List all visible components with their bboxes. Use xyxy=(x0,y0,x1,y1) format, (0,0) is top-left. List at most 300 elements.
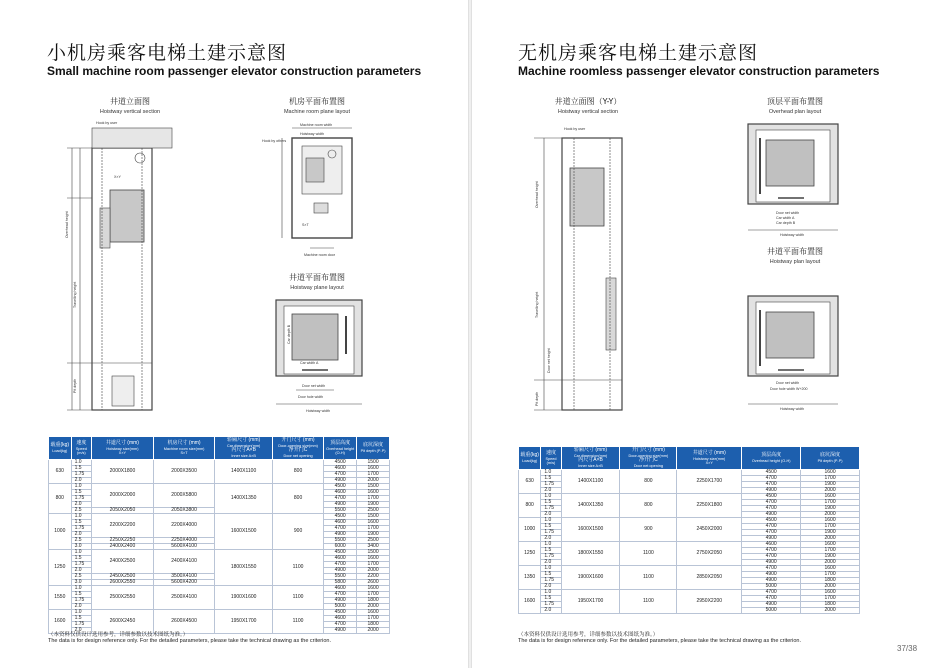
overhead-height-cell: 4900 xyxy=(324,568,357,574)
pit-depth-cell: 1900 xyxy=(801,482,860,488)
car-header: 轿厢尺寸 (mm) Car dimension(mm) 内尺寸A×B Inner size A×B xyxy=(561,447,620,470)
overhead-height-cell: 4900 xyxy=(742,536,801,542)
pit-depth-cell: 1700 xyxy=(801,548,860,554)
caption-zh: 机房平面布置图 xyxy=(289,97,345,106)
door-header: 开门尺寸 (mm) Door-opening size(mm) 净开门C Door net opening xyxy=(620,447,677,470)
speed-cell: 1.5 xyxy=(541,524,561,530)
right-title-en: Machine roomless passenger elevator construction parameters xyxy=(518,64,880,78)
car-size-cell: 1800X1550 xyxy=(215,550,273,586)
right-table-body xyxy=(519,470,860,614)
hoistway-width-label: Hoistway width xyxy=(306,409,330,413)
hoistway-width-label: Hoistway width xyxy=(780,407,804,411)
overhead-height-cell: 4600 xyxy=(324,586,357,592)
pit-depth-cell: 1700 xyxy=(801,476,860,482)
overhead-height-cell: 4500 xyxy=(324,460,357,466)
left-table-body xyxy=(49,460,390,634)
speed-cell: 1.75 xyxy=(541,506,561,512)
overhead-height-label: Overhead height xyxy=(65,211,69,238)
pit-depth-cell: 2500 xyxy=(357,538,390,544)
pit-depth-cell: 1700 xyxy=(801,524,860,530)
speed-cell: 1.75 xyxy=(71,472,92,478)
overhead-height-cell: 4700 xyxy=(324,562,357,568)
right-note xyxy=(518,630,801,644)
caption-zh: 井道平面布置图 xyxy=(767,247,823,256)
speed-cell: 1.5 xyxy=(71,616,92,622)
overhead-height-cell: 4700 xyxy=(324,472,357,478)
note-zh: （本资料仅供设计选用参考，详细参数以技术图纸为准。） xyxy=(48,632,189,638)
speed-cell: 3.0 xyxy=(71,544,92,550)
hoistway-size-cell: 2250X1800 xyxy=(677,494,742,518)
car-header: 轿厢尺寸 (mm) Car dimension(mm) 内尺寸A×B Inner size A×B xyxy=(215,437,273,460)
pit-depth-cell: 2000 xyxy=(801,488,860,494)
pit-depth-cell: 1900 xyxy=(357,502,390,508)
overhead-height-cell: 4700 xyxy=(742,554,801,560)
pit-depth-cell: 1800 xyxy=(357,622,390,628)
hook-by-user-label: Hook by user xyxy=(96,121,118,125)
left-title-zh: 小机房乘客电梯土建示意图 xyxy=(47,42,288,64)
table-header-row xyxy=(519,447,860,470)
speed-cell: 2.0 xyxy=(541,584,561,590)
hoistway-size-cell: 2450X2000 xyxy=(677,518,742,542)
hoistway-size-cell: 2600X2450 xyxy=(92,610,154,634)
pit-depth-cell: 1700 xyxy=(801,596,860,602)
hoistway-vertical-caption xyxy=(80,96,180,115)
caption-en: Machine room plane layout xyxy=(283,109,351,115)
hoistway-header: 井道尺寸 (mm) Hoistway size(mm) X×Y xyxy=(92,437,154,460)
overhead-height-cell: 5500 xyxy=(324,508,357,514)
pit-depth-cell: 1500 xyxy=(357,514,390,520)
pit-depth-cell: 1800 xyxy=(801,602,860,608)
speed-cell: 1.0 xyxy=(541,590,561,596)
pit-depth-cell: 1600 xyxy=(357,556,390,562)
hoistway-width-label: Hoistway width xyxy=(780,233,804,237)
machine-room-size-cell: 2050X3800 xyxy=(153,508,215,514)
speed-cell: 2.0 xyxy=(541,512,561,518)
overhead-height-cell: 4700 xyxy=(742,500,801,506)
caption-zh: 井道立面图 xyxy=(110,97,150,106)
load-cell: 800 xyxy=(49,484,72,514)
hoistway-size-cell: 2400X2400 xyxy=(92,544,154,550)
car-width-label: Car width A xyxy=(776,216,795,220)
hoistway-size-cell: 2500X2550 xyxy=(92,586,154,610)
speed-cell: 1.0 xyxy=(71,484,92,490)
speed-cell: 1.5 xyxy=(71,520,92,526)
overhead-height-cell: 4900 xyxy=(324,502,357,508)
car-size-cell: 1950X1700 xyxy=(561,590,620,614)
overhead-height-cell: 4900 xyxy=(324,532,357,538)
pit-depth-cell: 1700 xyxy=(801,500,860,506)
pit-depth-label: Pit depth xyxy=(535,391,539,406)
load-header: 载重(kg) Load(kg) xyxy=(519,447,541,470)
hoistway-size-cell: 2600X2550 xyxy=(92,580,154,586)
page-number: 37/38 xyxy=(897,644,918,653)
speed-cell: 2.5 xyxy=(71,508,92,514)
overhead-height-cell: 4900 xyxy=(742,488,801,494)
pit-depth-cell: 1600 xyxy=(357,466,390,472)
car-size-cell: 1400X1100 xyxy=(215,460,273,484)
car-size-cell: 1600X1500 xyxy=(561,518,620,542)
overhead-height-cell: 4700 xyxy=(324,622,357,628)
speed-cell: 1.5 xyxy=(541,596,561,602)
load-header: 载重(kg) Load(kg) xyxy=(49,437,72,460)
pit-depth-cell: 1600 xyxy=(357,490,390,496)
load-cell: 1250 xyxy=(49,550,72,586)
caption-zh: 井道立面图（Y-Y） xyxy=(554,97,622,106)
overhead-height-cell: 4900 xyxy=(742,602,801,608)
left-title-en: Small machine room passenger elevator construction parameters xyxy=(47,64,422,78)
overhead-height-cell: 5500 xyxy=(324,574,357,580)
hoistway-size-cell: 2200X2200 xyxy=(92,514,154,538)
right-page xyxy=(472,0,940,668)
speed-cell: 1.5 xyxy=(541,572,561,578)
left-spec-table xyxy=(48,436,390,634)
speed-cell: 1.0 xyxy=(71,610,92,616)
door-size-cell: 1100 xyxy=(272,610,323,634)
overhead-header: 顶层高度 Overhead height (O-H) xyxy=(742,447,801,470)
hoistway-size-cell: 2400X2500 xyxy=(92,550,154,574)
door-size-cell: 1100 xyxy=(620,566,677,590)
speed-cell: 1.0 xyxy=(541,470,561,476)
speed-cell: 1.0 xyxy=(541,494,561,500)
caption-en: Overhead plan layout xyxy=(768,109,822,115)
speed-cell: 1.0 xyxy=(71,586,92,592)
overhead-height-cell: 4700 xyxy=(742,548,801,554)
overhead-height-cell: 4700 xyxy=(742,590,801,596)
note-zh: （本资料仅供设计选用参考，详细参数以技术图纸为准。） xyxy=(518,632,659,638)
pit-depth-cell: 1800 xyxy=(801,578,860,584)
overhead-height-cell: 4900 xyxy=(324,598,357,604)
machine-room-door-label: Machine room door xyxy=(304,253,335,257)
car-size-cell: 1900X1600 xyxy=(561,566,620,590)
door-hole-width-label: Door hole width xyxy=(298,395,323,399)
table-header-row xyxy=(49,437,390,460)
door-size-cell: 900 xyxy=(272,514,323,550)
overhead-height-cell: 6000 xyxy=(324,544,357,550)
pit-depth-cell: 1500 xyxy=(357,484,390,490)
pit-depth-cell: 1500 xyxy=(357,550,390,556)
pit-depth-cell: 2000 xyxy=(801,584,860,590)
overhead-height-cell: 4500 xyxy=(742,518,801,524)
machine-room-size-cell: 2600X4500 xyxy=(153,610,215,634)
load-cell: 800 xyxy=(519,494,541,518)
hoistway-width-label: Hoistway width xyxy=(300,132,324,136)
speed-cell: 1.75 xyxy=(541,602,561,608)
pit-depth-cell: 1600 xyxy=(801,470,860,476)
load-cell: 630 xyxy=(49,460,72,484)
overhead-height-cell: 4900 xyxy=(742,572,801,578)
load-cell: 1350 xyxy=(519,566,541,590)
speed-cell: 2.0 xyxy=(71,502,92,508)
machine-room-width-label: Machine room width xyxy=(300,123,333,127)
pit-depth-cell: 1700 xyxy=(801,572,860,578)
speed-cell: 1.75 xyxy=(71,562,92,568)
speed-cell: 2.0 xyxy=(71,532,92,538)
overhead-height-cell: 4500 xyxy=(324,550,357,556)
speed-cell: 2.5 xyxy=(71,538,92,544)
pit-depth-cell: 1700 xyxy=(357,562,390,568)
car-size-cell: 1800X1550 xyxy=(561,542,620,566)
left-page xyxy=(0,0,468,668)
pit-depth-cell: 2200 xyxy=(357,574,390,580)
overhead-height-cell: 4700 xyxy=(324,526,357,532)
overhead-height-cell: 4500 xyxy=(742,494,801,500)
pit-depth-cell: 1700 xyxy=(357,592,390,598)
speed-cell: 1.75 xyxy=(541,482,561,488)
overhead-height-cell: 4500 xyxy=(324,484,357,490)
caption-en: Hoistway vertical section xyxy=(557,109,619,115)
speed-cell: 1.0 xyxy=(541,542,561,548)
caption-zh: 顶层平面布置图 xyxy=(767,97,823,106)
machine-room-size-cell: 3500X4100 xyxy=(153,574,215,580)
car-size-cell: 1400X1350 xyxy=(215,484,273,514)
overhead-height-cell: 5000 xyxy=(742,584,801,590)
pit-depth-cell: 2000 xyxy=(801,512,860,518)
pit-depth-cell: 2000 xyxy=(357,604,390,610)
overhead-height-cell: 4600 xyxy=(324,616,357,622)
speed-cell: 1.75 xyxy=(71,598,92,604)
door-size-cell: 1100 xyxy=(620,590,677,614)
hoistway-plan-caption xyxy=(740,246,850,265)
pit-header: 底坑深度 Pit depth (P-P) xyxy=(357,437,390,460)
speed-cell: 1.0 xyxy=(71,550,92,556)
pit-depth-cell: 1600 xyxy=(801,566,860,572)
door-net-width-label: Door net width xyxy=(776,211,800,215)
speed-header: 速度 Speed (m/s) xyxy=(71,437,92,460)
overhead-height-cell: 4600 xyxy=(742,542,801,548)
door-net-height-label: Door net height xyxy=(547,348,551,373)
speed-cell: 1.5 xyxy=(541,500,561,506)
speed-cell: 2.0 xyxy=(71,604,92,610)
caption-en: Hoistway vertical section xyxy=(99,109,161,115)
sxt-label: S×T xyxy=(302,223,309,227)
speed-cell: 2.0 xyxy=(71,628,92,634)
right-title-zh: 无机房乘客电梯土建示意图 xyxy=(518,42,759,64)
caption-en: Hoistway plane layout xyxy=(290,285,344,291)
overhead-height-label: Overhead height xyxy=(535,181,539,208)
speed-cell: 1.0 xyxy=(71,514,92,520)
overhead-height-cell: 4500 xyxy=(742,470,801,476)
right-hoistway-vertical-caption xyxy=(528,96,648,115)
load-cell: 630 xyxy=(519,470,541,494)
overhead-height-cell: 4700 xyxy=(742,476,801,482)
overhead-plan-caption xyxy=(740,96,850,115)
machine-room-size-cell: 2500X4100 xyxy=(153,586,215,610)
door-size-cell: 800 xyxy=(620,470,677,494)
speed-cell: 2.0 xyxy=(71,478,92,484)
speed-cell: 1.0 xyxy=(541,518,561,524)
travelling-height-label: Travelling height xyxy=(73,281,77,308)
hoistway-size-cell: 2450X2500 xyxy=(92,574,154,580)
car-size-cell: 1950X1700 xyxy=(215,610,273,634)
door-size-cell: 800 xyxy=(272,460,323,484)
overhead-plan-drawing xyxy=(740,118,850,236)
pit-depth-cell: 1500 xyxy=(357,460,390,466)
pit-depth-cell: 3400 xyxy=(357,544,390,550)
door-size-cell: 1100 xyxy=(272,550,323,586)
overhead-height-cell: 4700 xyxy=(742,506,801,512)
speed-cell: 1.5 xyxy=(71,490,92,496)
pit-depth-label: Pit depth xyxy=(73,378,77,393)
speed-cell: 1.0 xyxy=(541,566,561,572)
pit-depth-cell: 1600 xyxy=(801,518,860,524)
speed-cell: 1.75 xyxy=(541,530,561,536)
note-en: The data is for design reference only. For the detailed parameters, please take the technical drawing as the criterion. xyxy=(48,638,331,644)
speed-cell: 1.5 xyxy=(71,466,92,472)
speed-cell: 1.75 xyxy=(71,622,92,628)
right-hoistway-plan-drawing xyxy=(740,290,850,412)
machine-room-header: 机房尺寸 (mm) Machine room size(mm) S×T xyxy=(153,437,215,460)
hoistway-size-cell: 2000X1800 xyxy=(92,460,154,484)
speed-cell: 2.0 xyxy=(541,560,561,566)
hoistway-size-cell: 2250X1700 xyxy=(677,470,742,494)
left-note xyxy=(48,630,331,644)
pit-depth-cell: 1700 xyxy=(357,616,390,622)
note-en: The data is for design reference only. For the detailed parameters, please take the technical drawing as the criterion. xyxy=(518,638,801,644)
machine-room-size-cell: 5600X4100 xyxy=(153,544,215,550)
door-size-cell: 800 xyxy=(620,494,677,518)
pit-depth-cell: 1700 xyxy=(357,526,390,532)
overhead-height-cell: 4700 xyxy=(742,530,801,536)
overhead-height-cell: 4700 xyxy=(742,524,801,530)
overhead-height-cell: 5500 xyxy=(324,538,357,544)
hoistway-size-cell: 2850X2050 xyxy=(677,566,742,590)
speed-cell: 1.5 xyxy=(541,476,561,482)
pit-depth-cell: 2500 xyxy=(357,508,390,514)
overhead-header: 顶层高度 Overhead height (O-H) xyxy=(324,437,357,460)
overhead-height-cell: 4700 xyxy=(324,496,357,502)
hoistway-size-cell: 2000X2000 xyxy=(92,484,154,508)
overhead-height-cell: 4600 xyxy=(324,490,357,496)
load-cell: 1600 xyxy=(49,610,72,634)
speed-cell: 2.5 xyxy=(71,574,92,580)
caption-zh: 井道平面布置图 xyxy=(289,273,345,282)
overhead-height-cell: 4700 xyxy=(742,566,801,572)
speed-header: 速度 Speed (m/s) xyxy=(541,447,561,470)
car-width-label: Car width A xyxy=(300,361,319,365)
pit-depth-cell: 1800 xyxy=(357,598,390,604)
load-cell: 1250 xyxy=(519,542,541,566)
speed-cell: 1.75 xyxy=(541,578,561,584)
hook-by-others-label: Hook by others xyxy=(262,139,287,143)
overhead-height-cell: 4700 xyxy=(324,592,357,598)
pit-depth-cell: 2000 xyxy=(357,478,390,484)
speed-cell: 1.5 xyxy=(71,592,92,598)
hoistway-size-cell: 2050X2050 xyxy=(92,508,154,514)
overhead-height-cell: 5000 xyxy=(742,608,801,614)
speed-cell: 1.75 xyxy=(541,554,561,560)
pit-depth-cell: 1600 xyxy=(801,542,860,548)
speed-cell: 2.0 xyxy=(541,608,561,614)
machine-room-size-cell: 2200X4000 xyxy=(153,514,215,538)
overhead-height-cell: 4500 xyxy=(324,514,357,520)
speed-cell: 1.5 xyxy=(71,556,92,562)
machine-room-size-cell: 2000X5800 xyxy=(153,484,215,508)
overhead-height-cell: 4900 xyxy=(742,512,801,518)
door-size-cell: 1100 xyxy=(620,542,677,566)
pit-depth-cell: 2600 xyxy=(357,580,390,586)
car-size-cell: 1400X1100 xyxy=(561,470,620,494)
load-cell: 1550 xyxy=(49,586,72,610)
pit-depth-cell: 1900 xyxy=(801,530,860,536)
travelling-height-label: Travelling height xyxy=(535,291,539,318)
pit-depth-cell: 1900 xyxy=(801,554,860,560)
door-size-cell: 800 xyxy=(272,484,323,514)
machine-room-size-cell: 2000X3500 xyxy=(153,460,215,484)
hoistway-header: 井道尺寸 (mm) Hoistway size(mm) X×Y xyxy=(677,447,742,470)
machine-room-size-cell: 2400X4100 xyxy=(153,550,215,574)
speed-cell: 3.0 xyxy=(71,580,92,586)
overhead-height-cell: 4700 xyxy=(742,596,801,602)
door-net-width-label: Door net width xyxy=(776,381,800,385)
pit-depth-cell: 2000 xyxy=(801,536,860,542)
speed-cell: 1.75 xyxy=(71,496,92,502)
load-cell: 1000 xyxy=(519,518,541,542)
overhead-height-cell: 4600 xyxy=(324,466,357,472)
pit-depth-cell: 1900 xyxy=(801,506,860,512)
pit-depth-cell: 2000 xyxy=(357,628,390,634)
speed-cell: 2.0 xyxy=(541,488,561,494)
door-hole-width-label: Door hole width W+200 xyxy=(770,387,808,391)
door-header: 开门尺寸 (mm) Door-opening size(mm) 净开门C Door net opening xyxy=(272,437,323,460)
hook-by-user-label: Hook by user xyxy=(564,127,586,131)
machine-room-plan-caption xyxy=(262,96,372,115)
speed-cell: 1.75 xyxy=(71,526,92,532)
overhead-height-cell: 4900 xyxy=(324,478,357,484)
hoistway-size-cell: 2750X2050 xyxy=(677,542,742,566)
machine-room-plan-drawing xyxy=(262,118,372,258)
pit-depth-cell: 1600 xyxy=(801,590,860,596)
overhead-height-cell: 4900 xyxy=(742,578,801,584)
load-cell: 1600 xyxy=(519,590,541,614)
door-size-cell: 1100 xyxy=(272,586,323,610)
pit-depth-cell: 2000 xyxy=(801,608,860,614)
pit-depth-cell: 1700 xyxy=(357,496,390,502)
hoistway-vertical-drawing xyxy=(62,118,182,418)
pit-depth-cell: 1600 xyxy=(357,610,390,616)
hoistway-plane-drawing xyxy=(262,294,372,416)
pit-depth-cell: 2000 xyxy=(801,560,860,566)
overhead-height-cell: 4500 xyxy=(324,610,357,616)
pit-depth-cell: 2000 xyxy=(357,568,390,574)
overhead-height-cell: 5800 xyxy=(324,580,357,586)
overhead-height-cell: 4900 xyxy=(742,560,801,566)
door-size-cell: 900 xyxy=(620,518,677,542)
pit-depth-cell: 1900 xyxy=(357,532,390,538)
car-size-cell: 1600X1500 xyxy=(215,514,273,550)
speed-cell: 2.0 xyxy=(71,568,92,574)
hoistway-size-cell: 2250X2250 xyxy=(92,538,154,544)
pit-depth-cell: 1600 xyxy=(357,520,390,526)
hoistway-plane-caption xyxy=(262,272,372,291)
speed-cell: 1.0 xyxy=(71,460,92,466)
load-cell: 1000 xyxy=(49,514,72,550)
car-depth-label: Car depth B xyxy=(287,324,291,344)
car-depth-label: Car depth B xyxy=(776,221,796,225)
right-spec-table xyxy=(518,446,860,614)
overhead-height-cell: 4700 xyxy=(742,482,801,488)
pit-depth-cell: 1600 xyxy=(801,494,860,500)
overhead-height-cell: 5000 xyxy=(324,604,357,610)
machine-room-size-cell: 2250X4000 xyxy=(153,538,215,544)
speed-cell: 2.0 xyxy=(541,536,561,542)
overhead-height-cell: 4900 xyxy=(324,628,357,634)
caption-en: Hoistway plan layout xyxy=(769,259,821,265)
right-hoistway-vertical-drawing xyxy=(522,118,642,418)
pit-depth-cell: 1700 xyxy=(357,472,390,478)
door-net-width-label: Door net width xyxy=(302,384,326,388)
xy-label: X×Y xyxy=(114,175,121,179)
car-size-cell: 1400X1350 xyxy=(561,494,620,518)
